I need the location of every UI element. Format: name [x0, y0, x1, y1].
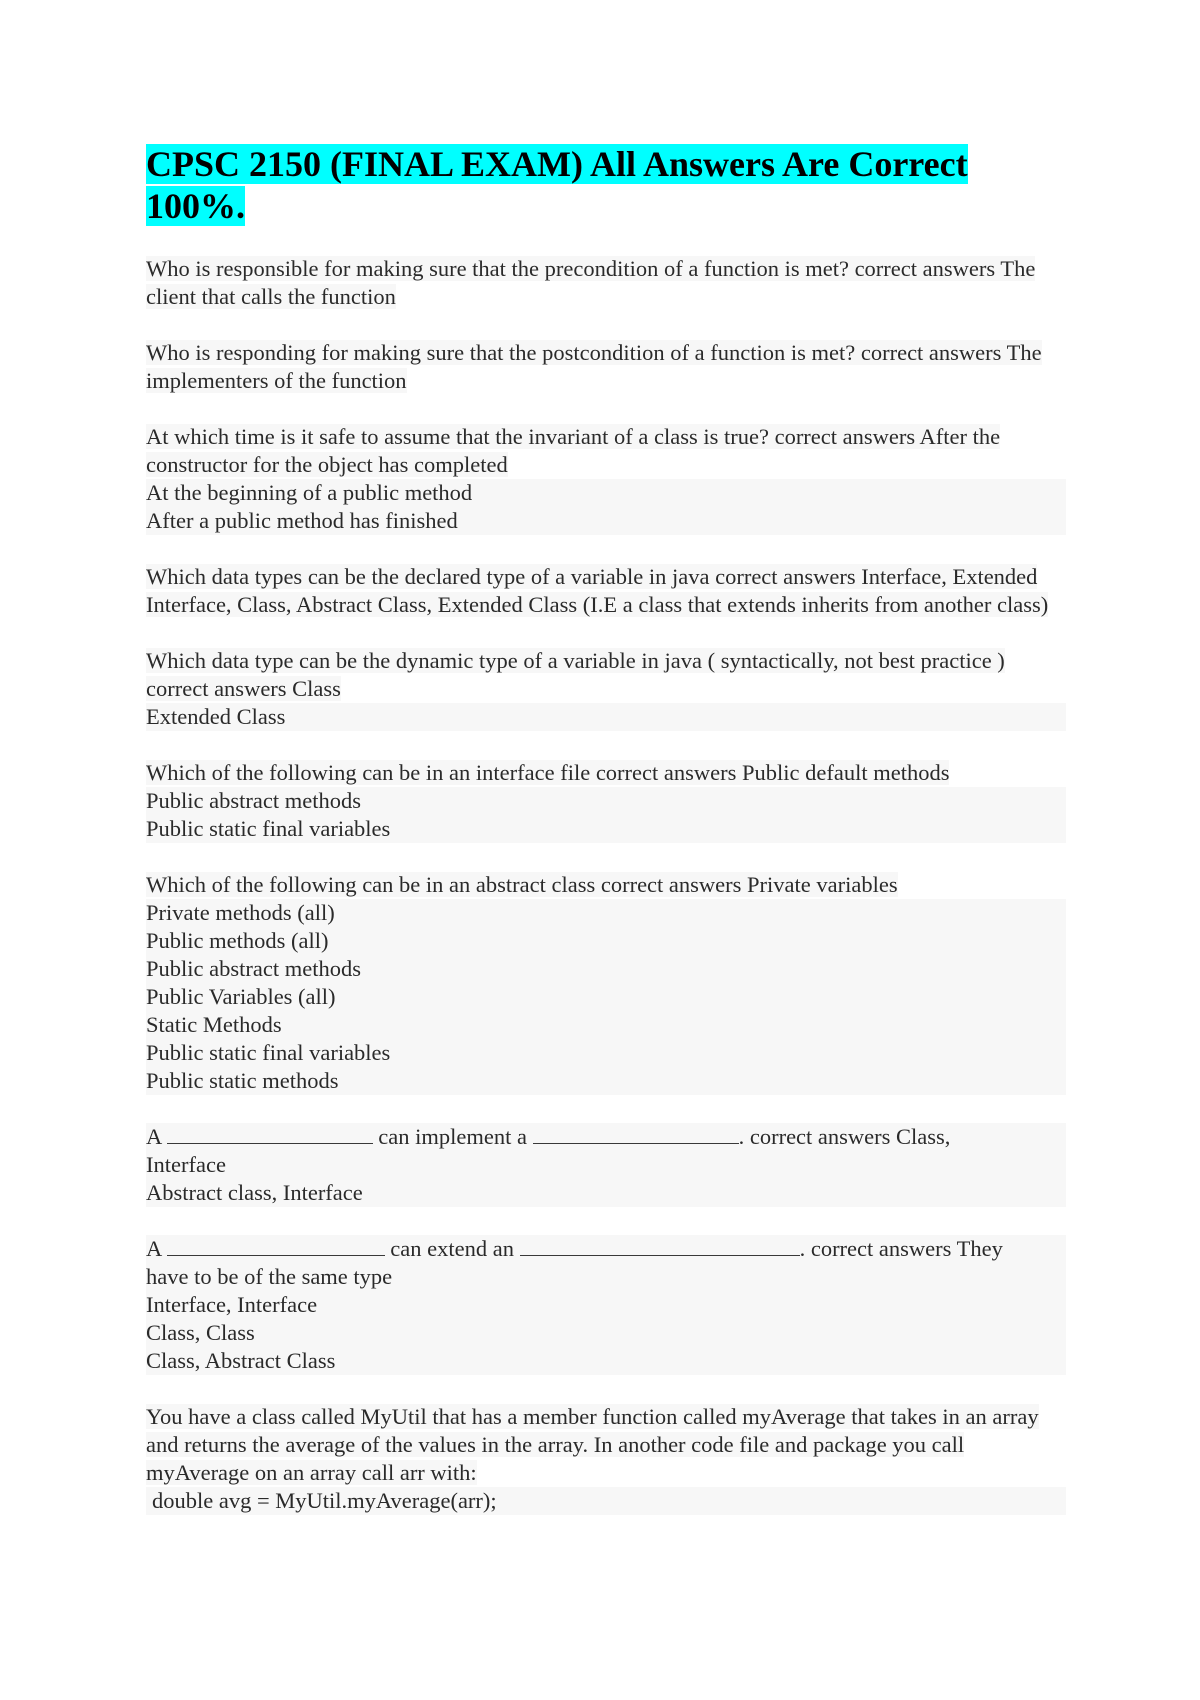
- qa-block: [146, 759, 1066, 843]
- answer-line: Class, Abstract Class: [146, 1347, 1066, 1375]
- answer-line: Public static methods: [146, 1067, 1066, 1095]
- qa-text: Which data types can be the declared type of a variable in java correct answers Interface, Extended Interface, Class, Abstract Class, Extended Class (I.E a class that extends inherits from another class): [146, 564, 1049, 617]
- qa-text: Which data type can be the dynamic type of a variable in java ( syntactically, not best practice ) correct answers Class: [146, 648, 1005, 701]
- qa-text: At which time is it safe to assume that the invariant of a class is true? correct answers After the constructor for the object has completed: [146, 424, 1001, 477]
- title-highlight: CPSC 2150 (FINAL EXAM) All Answers Are Correct 100%.: [146, 144, 968, 226]
- qa-block: [146, 255, 1066, 311]
- qa-block: [146, 871, 1066, 1095]
- qa-block: [146, 647, 1066, 731]
- fill-lead: A: [146, 1236, 162, 1261]
- qa-block: [146, 1235, 1066, 1375]
- answer-line: Class, Class: [146, 1319, 1066, 1347]
- document-page: [146, 143, 1066, 1543]
- answer-line: Public methods (all): [146, 927, 1066, 955]
- fill-mid: can extend an: [390, 1236, 514, 1261]
- answer-line: have to be of the same type: [146, 1263, 1066, 1291]
- answer-line: At the beginning of a public method: [146, 479, 1066, 507]
- answer-line: Public static final variables: [146, 1039, 1066, 1067]
- answer-line: After a public method has finished: [146, 507, 1066, 535]
- fill-end: . correct answers Class,: [738, 1124, 951, 1149]
- qa-text: Who is responding for making sure that the postcondition of a function is met? correct answers The implementers of the function: [146, 340, 1042, 393]
- qa-text: Who is responsible for making sure that the precondition of a function is met? correct answers The client that calls the function: [146, 256, 1036, 309]
- answer-line: Abstract class, Interface: [146, 1179, 1066, 1207]
- qa-block: [146, 563, 1066, 619]
- qa-text: Which of the following can be in an abstract class correct answers Private variables: [146, 872, 898, 897]
- fill-mid: can implement a: [378, 1124, 527, 1149]
- answer-line: Public abstract methods: [146, 787, 1066, 815]
- answer-line: Private methods (all): [146, 899, 1066, 927]
- qa-block: [146, 1123, 1066, 1207]
- qa-text: Which of the following can be in an interface file correct answers Public default methods: [146, 760, 950, 785]
- fill-blank-question: [146, 1235, 1066, 1263]
- blank-line: [520, 1237, 800, 1256]
- answer-line: Public static final variables: [146, 815, 1066, 843]
- blank-line: [533, 1125, 739, 1144]
- code-line: double avg = MyUtil.myAverage(arr);: [146, 1487, 1066, 1515]
- answer-line: Interface: [146, 1151, 1066, 1179]
- blank-line: [167, 1237, 385, 1256]
- answer-line: Public abstract methods: [146, 955, 1066, 983]
- blank-line: [167, 1125, 373, 1144]
- answer-line: Extended Class: [146, 703, 1066, 731]
- fill-lead: A: [146, 1124, 162, 1149]
- qa-block: [146, 339, 1066, 395]
- document-title: [146, 143, 1066, 227]
- qa-block: [146, 423, 1066, 535]
- answer-line: Static Methods: [146, 1011, 1066, 1039]
- answer-line: Public Variables (all): [146, 983, 1066, 1011]
- fill-end: . correct answers They: [799, 1236, 1003, 1261]
- fill-blank-question: [146, 1123, 1066, 1151]
- answer-line: Interface, Interface: [146, 1291, 1066, 1319]
- qa-block: [146, 1403, 1066, 1515]
- qa-text: You have a class called MyUtil that has a member function called myAverage that takes in an array and returns the average of the values in the array. In another code file and package you call myAverage on an array call arr with:: [146, 1404, 1039, 1485]
